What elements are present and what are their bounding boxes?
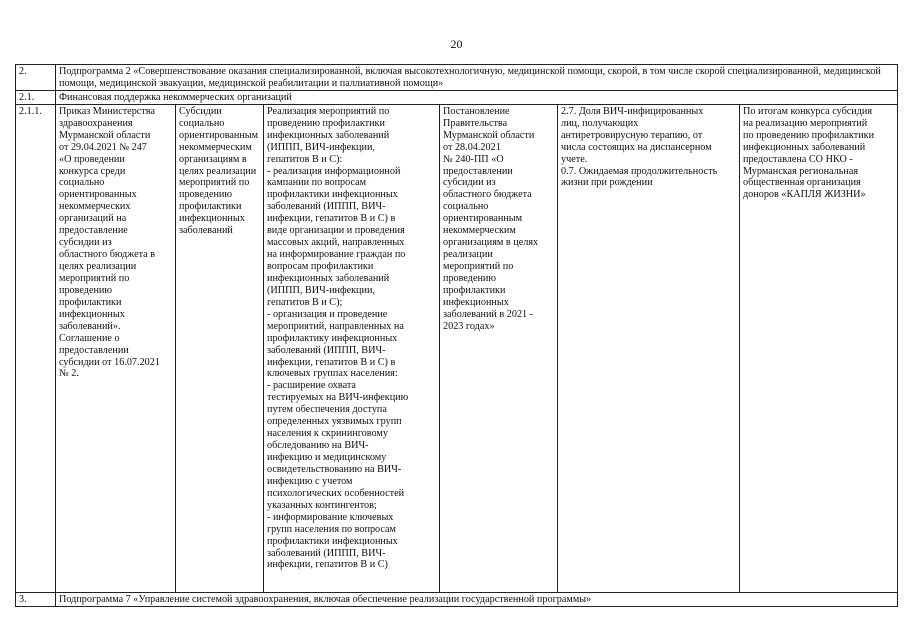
table-row-section-2-1 [16, 90, 898, 104]
program-table [15, 64, 898, 607]
results-cell: По итогам конкурса субсидия на реализацию мероприятий по проведению профилактики инфекционных заболеваний предоставлена СО НКО - Мурманская региональная общественная организация доноров «КАПЛЯ ЖИЗНИ» [740, 104, 898, 592]
table-row-item-2-1-1 [16, 104, 898, 592]
row-number: 2.1. [16, 90, 56, 104]
resolution-cell: Постановление Правительства Мурманской области от 28.04.2021 № 240-ПП «О предоставлении субсидии из областного бюджета социально ориентированным некоммерческим организациям в целях реализации мероприятий по проведению профилактики инфекционных заболеваний в 2021 - 2023 годах» [440, 104, 558, 592]
row-number: 3. [16, 592, 56, 606]
activities-cell: Реализация мероприятий по проведению профилактики инфекционных заболеваний (ИППП, ВИЧ-инфекции, гепатитов В и С): - реализация информационной кампании по вопросам профилактики инфекционных заболеваний (ИППП, ВИЧ- инфекции, гепатитов В и С) в виде организации и проведения массовых акций, направленных на информирование граждан по вопросам профилактики инфекционных заболеваний (ИППП, ВИЧ-инфекции, гепатитов В и С); - организация и проведение мероприятий, направленных на профилактику инфекционных заболеваний (ИППП, ВИЧ- инфекции, гепатитов В и С) в ключевых группах населения: - расширение охвата тестируемых на ВИЧ-инфекцию путем обеспечения доступа определенных уязвимых групп населения к скрининговому обследованию на ВИЧ- инфекцию и медицинскому освидетельствованию на ВИЧ- инфекцию с учетом психологических особенностей указанных контингентов; - информирование ключевых групп населения по вопросам профилактики инфекционных заболеваний (ИППП, ВИЧ- инфекции, гепатитов В и С) [264, 104, 440, 592]
subsidy-cell: Субсидии социально ориентированным некоммерческим организациям в целях реализации мероприятий по проведению профилактики инфекционных заболеваний [176, 104, 264, 592]
table-row-subprogram-7 [16, 592, 898, 606]
order-cell: Приказ Министерства здравоохранения Мурманской области от 29.04.2021 № 247 «О проведении конкурса среди социально ориентированных некоммерческих организаций на предоставление субсидии из областного бюджета в целях реализации мероприятий по проведению профилактики инфекционных заболеваний». Соглашение о предоставлении субсидии от 16.07.2021 № 2. [56, 104, 176, 592]
row-number: 2.1.1. [16, 104, 56, 592]
row-number: 2. [16, 65, 56, 91]
section-title: Финансовая поддержка некоммерческих организаций [56, 90, 898, 104]
page-number: 20 [450, 37, 463, 51]
indicators-cell: 2.7. Доля ВИЧ-инфицированных лиц, получающих антиретровирусную терапию, от числа состоящих на диспансерном учете. 0.7. Ожидаемая продолжительность жизни при рождении [558, 104, 740, 592]
subprogram-title: Подпрограмма 2 «Совершенствование оказания специализированной, включая высокотехнологичную, медицинской помощи, скорой, в том числе скорой специализированной, медицинской помощи, медицинской эвакуации, медицинской реабилитации и паллиативной помощи» [56, 65, 898, 91]
subprogram-title: Подпрограмма 7 «Управление системой здравоохранения, включая обеспечение реализации государственной программы» [56, 592, 898, 606]
table-row-subprogram-2 [16, 65, 898, 91]
